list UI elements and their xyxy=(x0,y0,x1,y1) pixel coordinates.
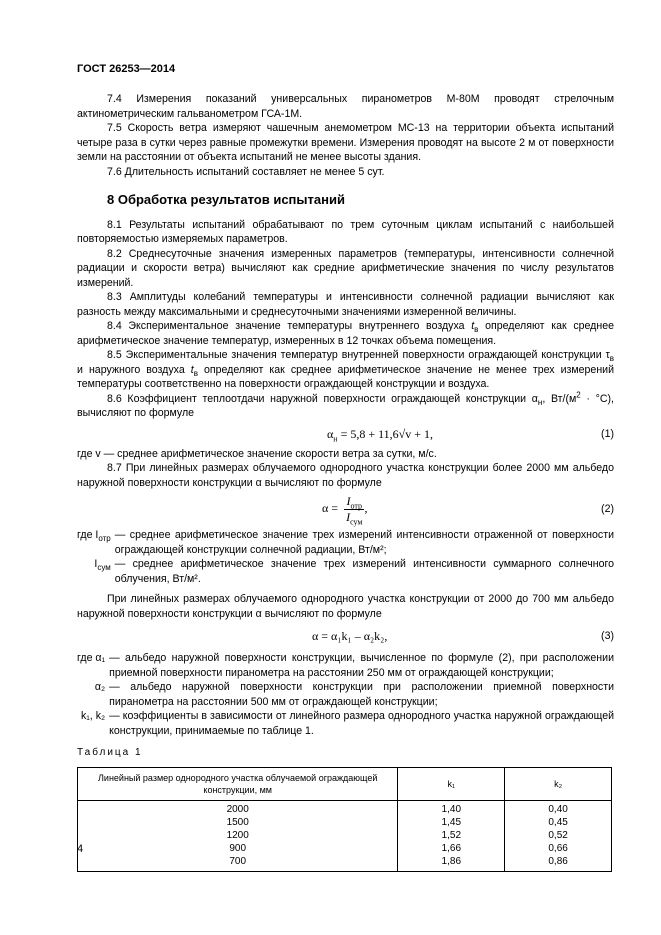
text: определяют как среднее арифметическое значение не менее трех измерений температуры соответственно на поверхности ограждающей конструкции и воздуха. xyxy=(77,363,615,390)
formula-3-expression: α = α₁k₁ – α₂k₂, xyxy=(312,629,388,643)
paragraph-8-2: 8.2 Среднесуточные значения измеренных параметров (температуры, интенсивности солнечной радиации и скорости ветра) вычисляют как средние арифметические значения по числу результатов измерений. xyxy=(77,247,614,289)
paragraph-8-3: 8.3 Амплитуды колебаний температуры и интенсивности солнечной радиации вычисляют как разность между максимальными и среднесуточными значениями измеренной величины. xyxy=(77,291,614,318)
formula-1-number: (1) xyxy=(601,427,614,440)
table-cell: 1,86 xyxy=(398,855,505,872)
table-header-k1: k₁ xyxy=(398,767,505,800)
table-cell: 0,45 xyxy=(505,816,612,829)
formula-2-number: (2) xyxy=(601,503,614,515)
formula-sub: н xyxy=(333,433,338,443)
fraction-denominator xyxy=(344,510,364,525)
definitions-formula-2 xyxy=(77,528,614,586)
table-cell: 1,52 xyxy=(398,829,505,842)
var: α xyxy=(531,392,538,405)
table-cell: 1,40 xyxy=(398,800,505,816)
formula-1-expression xyxy=(327,427,433,442)
where-v: где v — среднее арифметическое значение скорости ветра за сутки, м/с. xyxy=(77,447,437,460)
paragraph-7-4: 7.4 Измерения показаний универсальных пиранометров М-80М проводят стрелочным актинометрическим гальванометром ГСА-1М. xyxy=(77,93,614,120)
definition-text: — среднее арифметическое значение трех измерений интенсивности суммарного солнечного облучения, Вт/м². xyxy=(114,558,614,585)
text: где I xyxy=(77,529,99,541)
document-body xyxy=(77,92,614,872)
text: 8.6 Коэффициент теплоотдачи наружной поверхности ограждающей конструкции xyxy=(107,392,532,405)
paragraph-8-5 xyxy=(77,348,614,392)
definition-row xyxy=(77,651,614,680)
definition-row xyxy=(77,528,614,557)
paragraph-8-4 xyxy=(77,319,614,348)
table-cell: 0,52 xyxy=(505,829,612,842)
text: 8.5 Экспериментальные значения температур внутренней поверхности ограждающей конструкции xyxy=(107,349,606,361)
definition-text: — альбедо наружной поверхности конструкции, вычисленное по формуле (2), при расположении приемной поверхности пиранометра на расстоянии 250 мм от ограждающей конструкции; xyxy=(109,652,614,679)
table-cell: 700 xyxy=(78,855,398,872)
table-row xyxy=(78,816,612,829)
paragraph-7-5: 7.5 Скорость ветра измеряют чашечным анемометром МС-13 на территории объекта испытаний четыре раза в сутки через равные промежутки времени. Измерения проводят на высоте 2 м от поверхности земли на расстоянии от объекта испытаний не менее высоты здания. xyxy=(77,122,614,163)
definition-row xyxy=(77,680,614,709)
sub: сум xyxy=(97,563,111,573)
var: I xyxy=(346,509,351,524)
fraction-numerator xyxy=(344,494,364,510)
text: , Вт/(м xyxy=(542,392,577,405)
table-cell: 2000 xyxy=(78,800,398,816)
formula-2 xyxy=(77,490,614,528)
table-cell: 900 xyxy=(78,842,398,855)
sub: сум xyxy=(350,516,363,526)
definition-text: — альбедо наружной поверхности конструкции при расположении приемной поверхности пиранометра на расстоянии 500 мм от ограждающей конструкции; xyxy=(109,681,614,708)
definition-label: k₁, k₂ xyxy=(80,710,106,722)
table-row xyxy=(78,855,612,872)
sub: в xyxy=(193,368,198,378)
definition-row xyxy=(77,557,614,586)
sub: в xyxy=(474,325,479,335)
data-table xyxy=(77,767,612,872)
definitions-formula-3 xyxy=(77,651,614,738)
definition-label xyxy=(77,557,115,586)
var: I xyxy=(346,494,351,508)
definition-label: α₂ xyxy=(94,681,106,693)
table-row xyxy=(78,842,612,855)
fraction xyxy=(344,494,364,524)
formula-1 xyxy=(77,421,614,447)
table-header-k2: k₂ xyxy=(505,767,612,800)
section-title: 8 Обработка результатов испытаний xyxy=(107,192,345,207)
paragraph-7-6: 7.6 Длительность испытаний составляет не менее 5 сут. xyxy=(107,165,385,178)
table-header-size: Линейный размер однородного участка облучаемой ограждающей конструкции, мм xyxy=(78,767,398,800)
sup: 2 xyxy=(576,389,581,399)
table-cell: 0,86 xyxy=(505,855,612,872)
table-header-row xyxy=(78,767,612,800)
sub: н xyxy=(537,397,543,407)
text: · °С), вычисляют по формуле xyxy=(77,392,614,419)
table-cell: 1,45 xyxy=(398,816,505,829)
document-header: ГОСТ 26253—2014 xyxy=(77,63,176,75)
sub: отр xyxy=(98,534,111,544)
paragraph-8-6 xyxy=(77,389,614,421)
table-caption: Таблица 1 xyxy=(77,747,143,758)
paragraph-8-8: При линейных размерах облучаемого однородного участка конструкции от 2000 до 700 мм альбедо наружной поверхности конструкции α вычисляют по формуле xyxy=(77,593,614,620)
definition-text: — коэффициенты в зависимости от линейного размера однородного участка наружной ограждающей конструкции, принимаемые по таблице 1. xyxy=(109,710,614,737)
definition-row xyxy=(77,709,614,738)
definition-label: где α₁ xyxy=(77,652,106,664)
table-cell: 1200 xyxy=(78,829,398,842)
text: и наружного воздуха xyxy=(77,363,191,376)
var: τ xyxy=(605,349,610,361)
table-cell: 1500 xyxy=(78,816,398,829)
formula-3-number: (3) xyxy=(601,630,614,642)
sub: отр xyxy=(350,501,363,511)
page-number: 4 xyxy=(77,843,84,855)
table-cell: 1,66 xyxy=(398,842,505,855)
text: I xyxy=(94,558,98,570)
formula-text: α xyxy=(327,426,334,441)
table-cell: 0,40 xyxy=(505,800,612,816)
table-row xyxy=(78,800,612,816)
var: t xyxy=(190,363,194,376)
table-cell: 0,66 xyxy=(505,842,612,855)
formula-text: = 5,8 + 11,6√v + 1, xyxy=(337,426,434,441)
text: определяют как среднее арифметическое значение температур, измеренных в 12 точках объема помещения. xyxy=(77,320,614,347)
formula-2-expression xyxy=(322,494,367,524)
text: 8.4 Экспериментальное значение температуры внутреннего воздуха xyxy=(107,320,472,332)
definition-text: — среднее арифметическое значение трех измерений интенсивности отраженной от поверхности ограждающей конструкции солнечной радиации, Вт/м²; xyxy=(114,529,614,556)
table-row xyxy=(78,829,612,842)
var: t xyxy=(471,320,475,332)
paragraph-8-7: 8.7 При линейных размерах облучаемого однородного участка конструкции более 2000 мм альбедо наружной поверхности конструкции α вычисляют по формуле xyxy=(77,462,614,489)
formula-text: , xyxy=(364,500,368,515)
paragraph-8-1: 8.1 Результаты испытаний обрабатывают по трем суточным циклам испытаний с наибольшей повторяемостью измеряемых параметров. xyxy=(77,218,614,245)
sub: в xyxy=(609,354,614,364)
definition-label xyxy=(77,528,115,557)
formula-3 xyxy=(77,621,614,651)
formula-text: α = xyxy=(322,500,339,515)
